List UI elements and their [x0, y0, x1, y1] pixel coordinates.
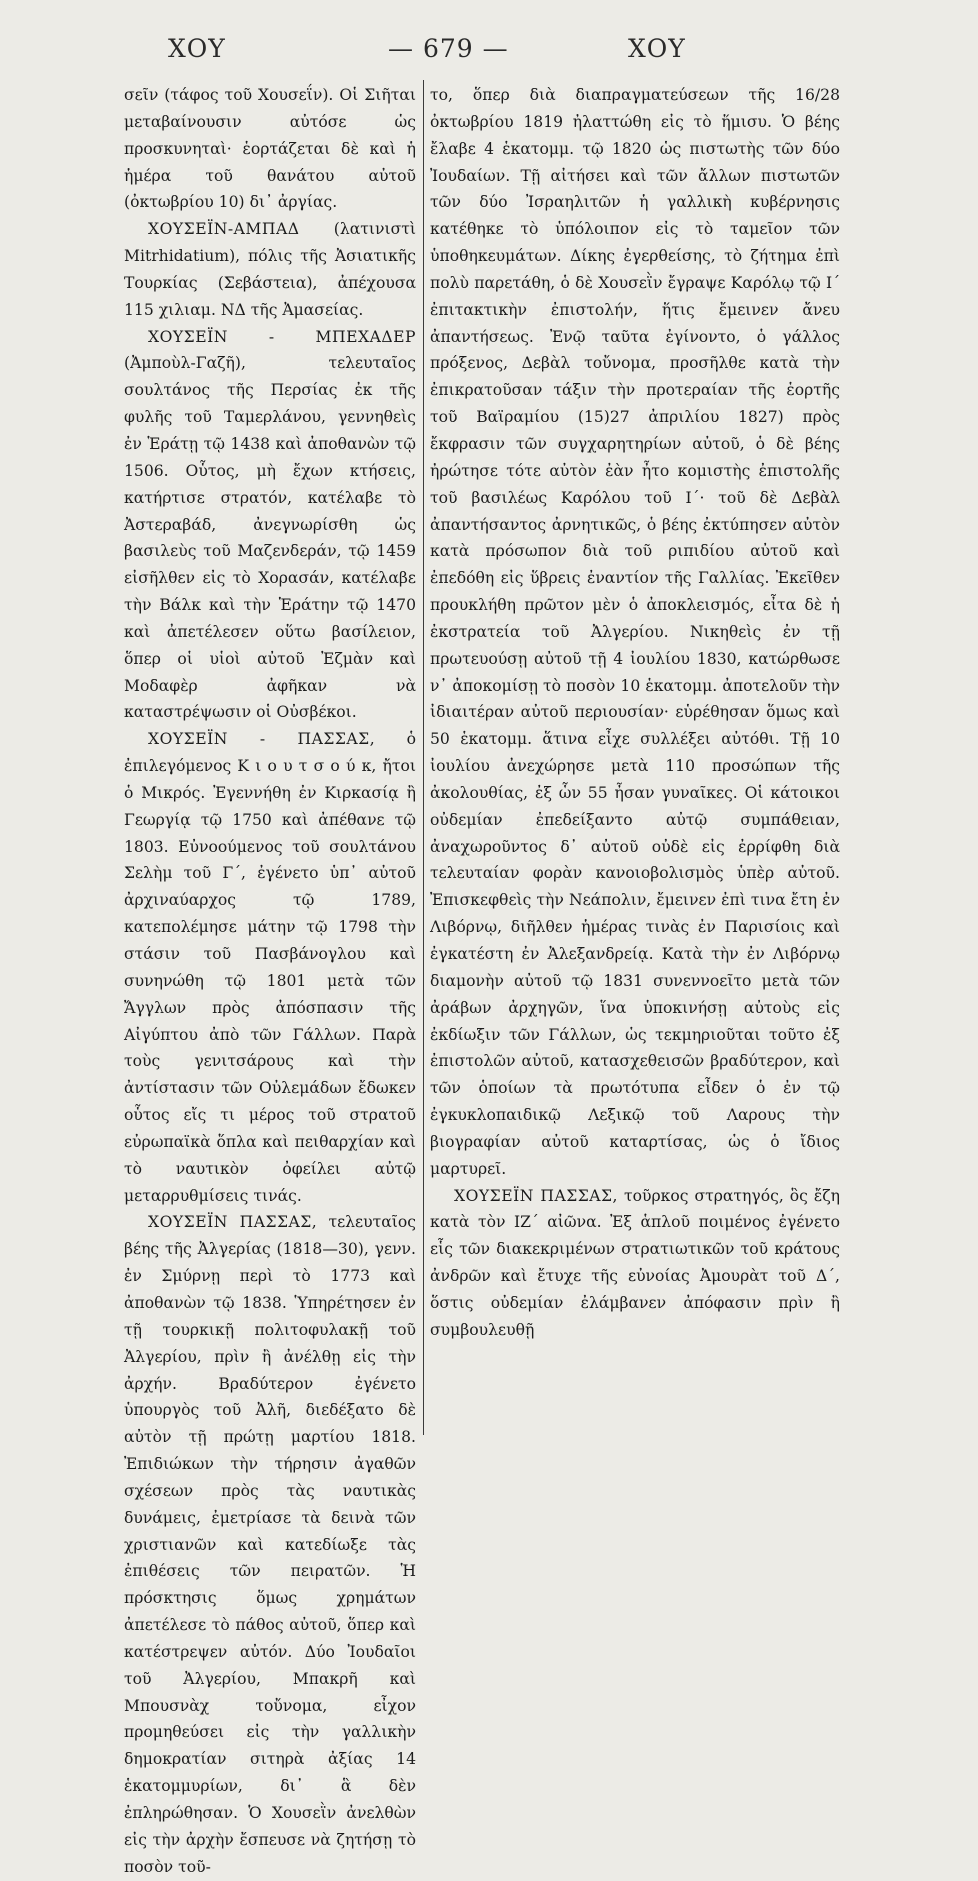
entry-text: ὁ ἐπιλεγόμενος Κ ι ο υ τ σ ο ύ κ, ἤτοι ὁ Μικρός. Ἐγεννήθη ἐν Κιρκασίᾳ ἢ Γεωργίᾳ τῷ 1750 καὶ ἀπέθανε τῷ 1803. Εὐνοούμενος τοῦ σουλτάνου Σελὴμ τοῦ Γ΄, ἐγένετο ὑπ᾽ αὐτοῦ ἀρχιναύαρχος τῷ 1789, κατεπολέμησε μάτην τῷ 1798 τὴν στάσιν τοῦ Πασβάνογλου καὶ συνηνώθη τῷ 1801 μετὰ τῶν Ἄγγλων πρὸς ἀπόσπασιν τῆς Αἰγύπτου ἀπὸ τῶν Γάλλων. Παρὰ τοὺς γενιτσάρους καὶ τὴν ἀντίστασιν τῶν Οὐλεμάδων ἔδωκεν οὗτος εἴς τι μέρος τοῦ στρατοῦ εὐρωπαϊκὰ ὅπλα καὶ πειθαρχίαν καὶ τὸ ναυτικὸν ὀφείλει αὐτῷ μεταρρυθμίσεις τινάς. [124, 730, 416, 1205]
column-divider [423, 80, 424, 1435]
entry-headword: ΧΟΥΣΕΪΝ-ΑΜΠΑΔ [148, 220, 300, 239]
entry-text: τοῦρκος στρατηγός, ὃς ἔζη κατὰ τὸν ΙΖ΄ αἰῶνα. Ἐξ ἁπλοῦ ποιμένος ἐγένετο εἷς τῶν διακεκριμένων στρατιωτικῶν τοῦ κράτους ἀνδρῶν καὶ ἔτυχε τῆς εὐνοίας Ἀμουρὰτ τοῦ Δ΄, ὅστις οὐδεμίαν ἐλάμβανεν ἀπόφασιν πρὶν ἢ συμβουλευθῇ [430, 1186, 840, 1339]
entry-headword: ΧΟΥΣΕΪΝ - ΜΠΕΧΑΔΕΡ [148, 327, 416, 346]
entry-khusein-passas-3 [430, 1183, 840, 1344]
page-header [0, 34, 978, 70]
right-column [430, 82, 840, 1344]
left-column [124, 82, 416, 1881]
entry-khusein-mpechader [124, 324, 416, 727]
entry-text: (λατινιστὶ Mitrhidatium), πόλις τῆς Ἀσιατικῆς Τουρκίας (Σεβάστεια), ἀπέχουσα 115 χιλιαμ. ΝΔ τῆς Ἀμασείας. [124, 220, 416, 319]
entry-headword: ΧΟΥΣΕΪΝ ΠΑΣΣΑΣ, [454, 1186, 619, 1205]
page-number: — 679 — [388, 34, 509, 63]
entry-khusein-passas-1 [124, 726, 416, 1209]
running-head-left: ΧΟΥ [168, 34, 226, 63]
entry-text: τελευταῖος βέης τῆς Ἀλγερίας (1818—30), γενν. ἐν Σμύρνῃ περὶ τὸ 1773 καὶ ἀποθανὼν τῷ 1838. Ὑπηρέτησεν ἐν τῇ τουρκικῇ πολιτοφυλακῇ τοῦ Ἀλγερίου, πρὶν ἢ ἀνέλθῃ εἰς τὴν ἀρχήν. Βραδύτερον ἐγένετο ὑπουργὸς τοῦ Ἀλῆ, διεδέξατο δὲ αὐτὸν τῇ πρώτῃ μαρτίου 1818. Ἐπιδιώκων τὴν τήρησιν ἀγαθῶν σχέσεων πρὸς τὰς ναυτικὰς δυνάμεις, ἐμετρίασε τὰ δεινὰ τῶν χριστιανῶν καὶ κατεδίωξε τὰς ἐπιθέσεις τῶν πειρατῶν. Ἡ πρόσκτησις ὅμως χρημάτων ἀπετέλεσε τὸ πάθος αὐτοῦ, ὅπερ καὶ κατέστρεψεν αὐτόν. Δύο Ἰουδαῖοι τοῦ Ἀλγερίου, Μπακρῆ καὶ Μπουσνὰχ τοὔνομα, εἶχον προμηθεύσει εἰς τὴν γαλλικὴν δημοκρατίαν σιτηρὰ ἀξίας 14 ἑκατομμυρίων, δι᾽ ἃ δὲν ἐπληρώθησαν. Ὁ Χουσεῒν ἀνελθὼν εἰς τὴν ἀρχὴν ἔσπευσε νὰ ζητήσῃ τὸ ποσὸν τοῦ- [124, 1213, 416, 1876]
entry-khusein-passas-2 [124, 1209, 416, 1880]
running-head-right: ΧΟΥ [628, 34, 686, 63]
entry-continuation: σεῖν (τάφος τοῦ Χουσεΐν). Οἱ Σιῆται μεταβαίνουσιν αὐτόσε ὡς προσκυνηταὶ· ἑορτάζεται δὲ καὶ ἡ ἡμέρα τοῦ θανάτου αὐτοῦ (ὀκτωβρίου 10) δι᾽ ἀργίας. [124, 86, 416, 212]
entry-headword: ΧΟΥΣΕΪΝ - ΠΑΣΣΑΣ, [148, 730, 376, 749]
entry-continuation: το, ὅπερ διὰ διαπραγματεύσεων τῆς 16/28 ὀκτωβρίου 1819 ἠλαττώθη εἰς τὸ ἥμισυ. Ὁ βέης ἔλαβε 4 ἑκατομμ. τῷ 1820 ὡς πιστωτὴς τῶν δύο Ἰουδαίων. Τῇ αἰτήσει καὶ τῶν ἄλλων πιστωτῶν τῶν δύο Ἰσραηλιτῶν ἡ γαλλικὴ κυβέρνησις κατέθηκε τὸ ὑπόλοιπον εἰς τὸ ταμεῖον τῶν ὑποθηκευμάτων. Δίκης ἐγερθείσης, τὸ ζήτημα ἐπὶ πολὺ παρετάθη, ὁ δὲ Χουσεῒν ἔγραψε Καρόλῳ τῷ Ι΄ ἐπιτακτικὴν ἐπιστολήν, ἥτις ἔμεινεν ἄνευ ἀπαντήσεως. Ἐνῷ ταῦτα ἐγίνοντο, ὁ γάλλος πρόξενος, Δεβὰλ τοὔνομα, προσῆλθε κατὰ τὴν ἐπικρατοῦσαν τάξιν τὴν προτεραίαν τῆς ἑορτῆς τοῦ Βαϊραμίου (15)27 ἀπριλίου 1827) πρὸς ἔκφρασιν τῶν συγχαρητηρίων αὐτοῦ, ὁ δὲ βέης ἠρώτησε τότε αὐτὸν ἐὰν ἦτο κομιστὴς ἐπιστολῆς τοῦ βασιλέως Καρόλου τοῦ Ι΄· τοῦ δὲ Δεβὰλ ἀπαντήσαντος ἀρνητικῶς, ὁ βέης ἐκτύπησεν αὐτὸν κατὰ πρόσωπον διὰ τοῦ ριπιδίου αὐτοῦ καὶ ἐπεδόθη εἰς ὕβρεις ἐναντίον τῆς Γαλλίας. Ἐκεῖθεν προυκλήθη πρῶτον μὲν ὁ ἀποκλεισμός, εἶτα δὲ ἡ ἐκστρατεία τοῦ Ἀλγερίου. Νικηθεὶς ἐν τῇ πρωτευούσῃ αὐτοῦ τῇ 4 ἰουλίου 1830, κατώρθωσε ν᾽ ἀποκομίσῃ τὸ ποσὸν 10 ἑκατομμ. ἀποτελοῦν τὴν ἰδιαιτέραν αὐτοῦ περιουσίαν· εὑρέθησαν ὅμως καὶ 50 ἑκατομμ. ἅτινα εἶχε συλλέξει αὐτόθι. Τῇ 10 ἰουλίου ἀνεχώρησε μετὰ 110 προσώπων τῆς ἀκολουθίας, ἐξ ὧν 55 ἦσαν γυναῖκες. Οἱ κάτοικοι οὐδεμίαν ἐπεδείξαντο αὐτῷ συμπάθειαν, ἀναχωροῦντος δ᾽ αὐτοῦ οὐδὲ εἰς ἐρρίφθη διὰ τελευταίαν φορὰν κανοιοβολισμὸς ὑπὲρ αὐτοῦ. Ἐπισκεφθεὶς τὴν Νεάπολιν, ἔμεινεν ἐπὶ τινα ἔτη ἐν Λιβόρνῳ, διῆλθεν ἡμέρας τινὰς ἐν Παρισίοις καὶ ἐγκατέστη ἐν Ἀλεξανδρείᾳ. Κατὰ τὴν ἐν Λιβόρνῳ διαμονὴν αὐτοῦ τῷ 1831 συνεννοεῖτο μετὰ τῶν ἀράβων ἀρχηγῶν, ἵνα ὑποκινήσῃ αὐτοὺς εἰς ἐκδίωξιν τῶν Γάλλων, ὡς τεκμηριοῦται τοῦτο ἐξ ἐπιστολῶν αὐτοῦ, κατασχεθεισῶν βραδύτερον, καὶ τῶν ὁποίων τὰ πρωτότυπα εἶδεν ὁ ἐν τῷ ἐγκυκλοπαιδικῷ Λεξικῷ τοῦ Λαρους τὴν βιογραφίαν αὐτοῦ καταρτίσας, ὡς ὁ ἴδιος μαρτυρεῖ. [430, 86, 840, 1178]
entry-headword: ΧΟΥΣΕΪΝ ΠΑΣΣΑΣ, [148, 1213, 318, 1232]
entry-text: (Ἀμποὺλ-Γαζῆ), τελευταῖος σουλτάνος τῆς Περσίας ἐκ τῆς φυλῆς τοῦ Ταμερλάνου, γεννηθεὶς ἐν Ἑράτῃ τῷ 1438 καὶ ἀποθανὼν τῷ 1506. Οὗτος, μὴ ἔχων κτήσεις, κατήρτισε στρατόν, κατέλαβε τὸ Ἀστεραβάδ, ἀνεγνωρίσθη ὡς βασιλεὺς τοῦ Μαζενδεράν, τῷ 1459 εἰσῆλθεν εἰς τὸ Χορασάν, κατέλαβε τὴν Βάλκ καὶ τὴν Ἑράτην τῷ 1470 καὶ ἀπετέλεσεν οὕτω βασίλειον, ὅπερ οἱ υἱοὶ αὐτοῦ Ἐζμὰν καὶ Μοδαφὲρ ἀφῆκαν νὰ καταστρέψωσιν οἱ Οὐσβέκοι. [124, 354, 416, 722]
entry-khusein-ampad [124, 216, 416, 323]
